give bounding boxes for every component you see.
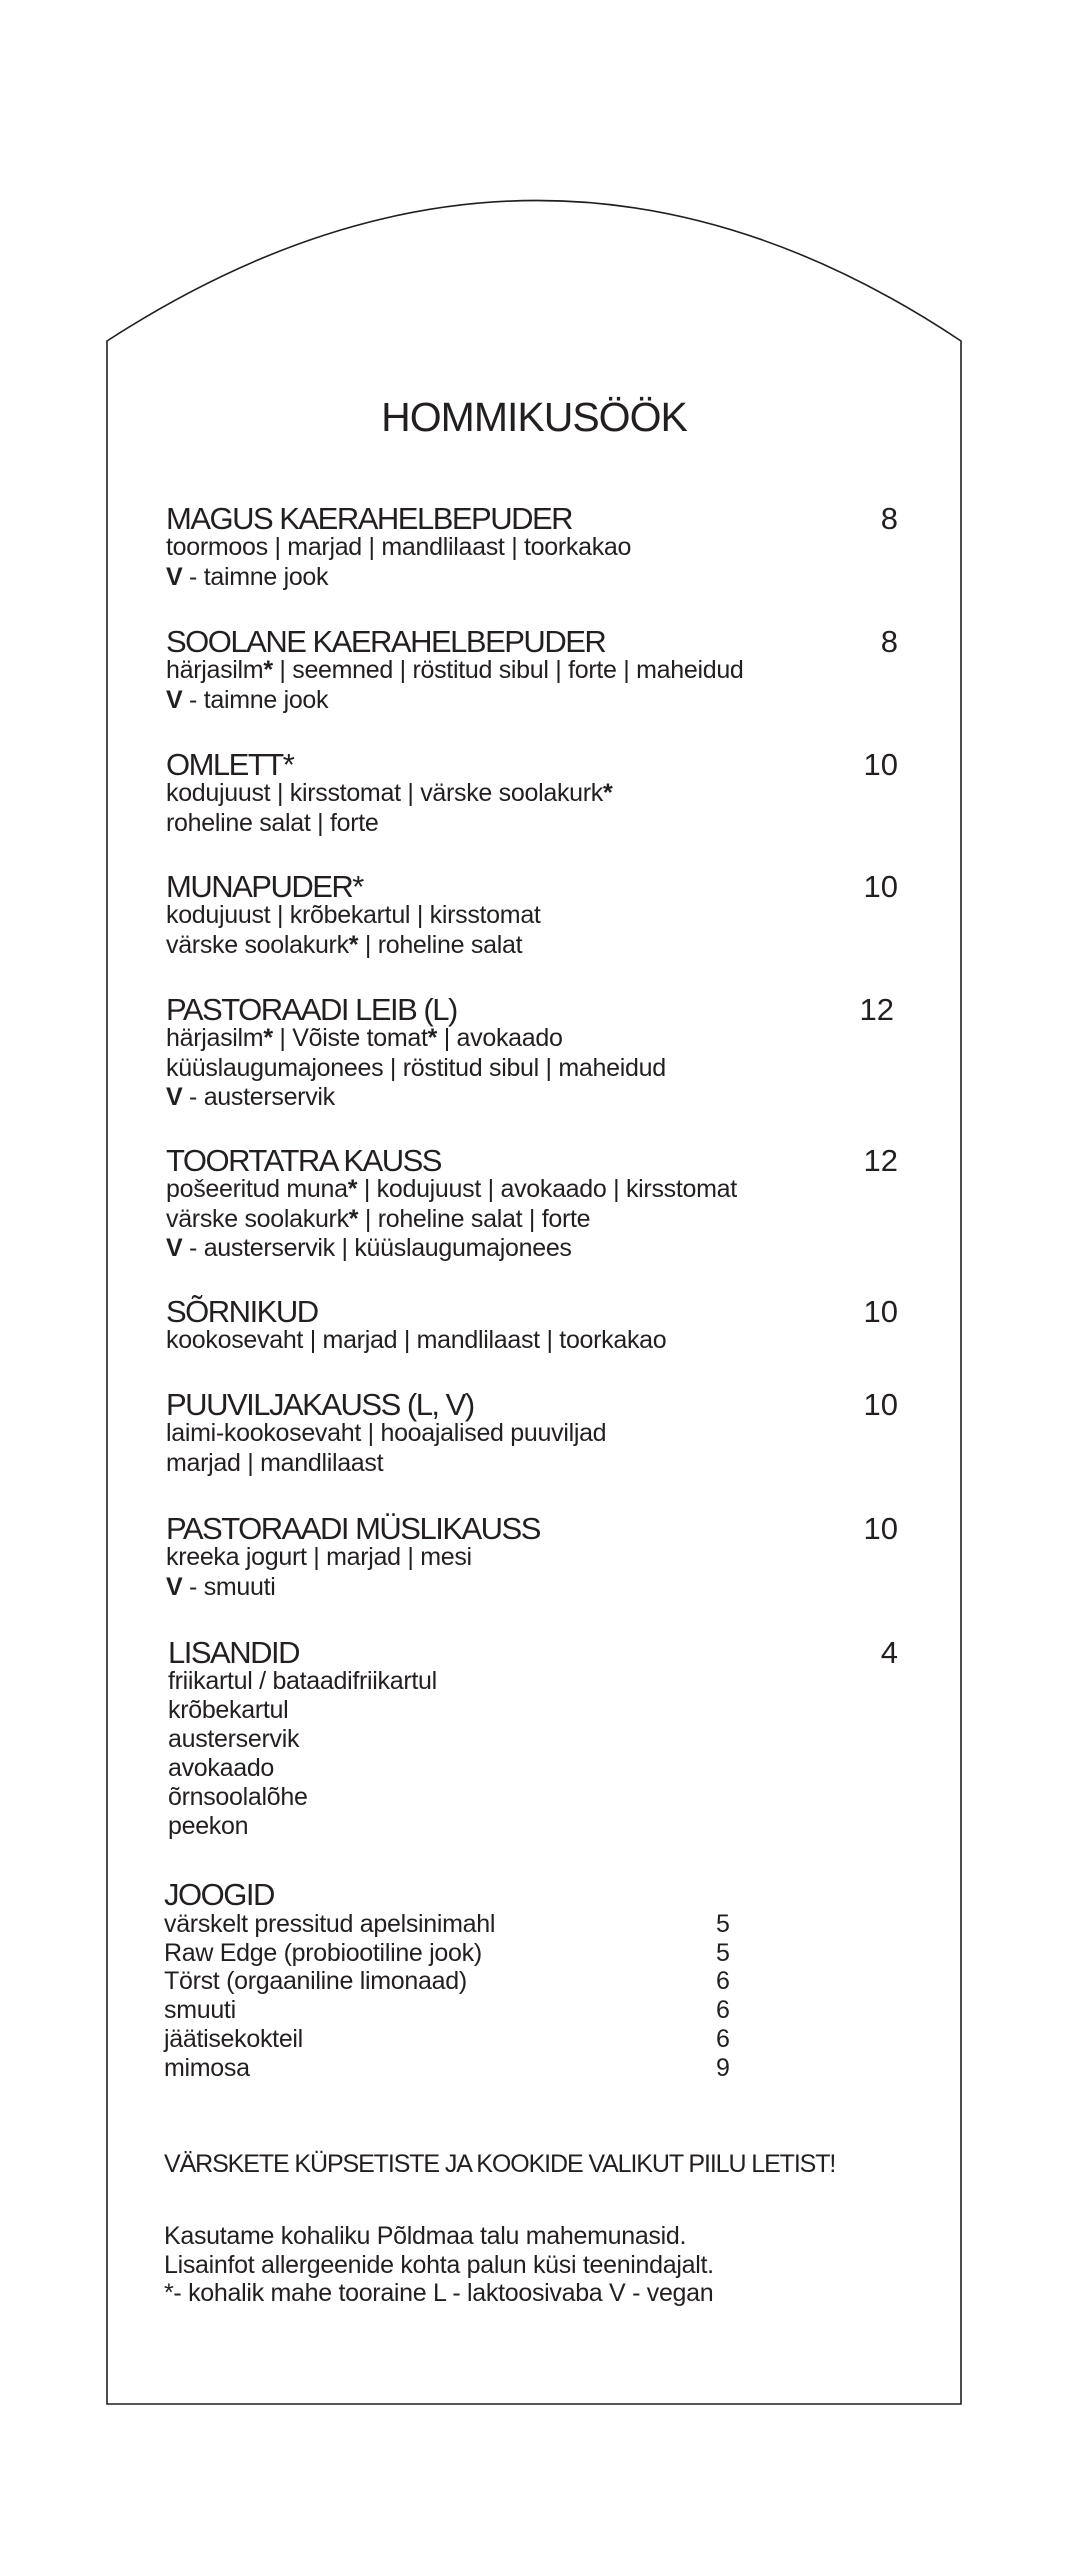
dish-price: 10 <box>863 747 898 782</box>
bold-marker: V <box>166 1572 183 1601</box>
bold-marker: * <box>347 1175 358 1203</box>
dish-price: 8 <box>880 624 898 659</box>
menu-title: HOMMIKUSÖÖK <box>381 394 687 440</box>
dish-description <box>166 1326 666 1356</box>
addons-title: LISANDID <box>168 1635 299 1670</box>
dish-description <box>166 779 612 838</box>
description-line <box>166 809 612 839</box>
dish-name: PASTORAADI MÜSLIKAUSS <box>166 1511 540 1546</box>
bold-marker: * <box>348 930 359 959</box>
description-text: | roheline salat <box>358 930 523 959</box>
dish-name: PASTORAADI LEIB (L) <box>166 992 457 1027</box>
description-line <box>166 931 541 961</box>
description-line <box>166 1449 606 1479</box>
dish-price: 10 <box>863 1294 898 1329</box>
addon-item: austerservik <box>168 1725 300 1753</box>
description-text: marjad | mandlilaast <box>166 1448 384 1477</box>
bold-marker: V <box>166 562 183 591</box>
dish-name: PUUVILJAKAUSS (L, V) <box>166 1387 474 1422</box>
dish-price: 10 <box>863 869 898 904</box>
description-text: - taimne jook <box>182 685 329 714</box>
drink-price: 6 <box>716 1996 730 2025</box>
description-text: - smuuti <box>182 1572 276 1601</box>
footer-notes <box>164 2222 714 2308</box>
dish-price: 10 <box>863 1511 898 1546</box>
footer-line: Lisainfot allergeenide kohta palun küsi teenindajalt. <box>164 2250 714 2279</box>
description-line <box>166 1175 737 1205</box>
dish-name: OMLETT* <box>166 747 294 782</box>
drink-name: smuuti <box>164 1996 236 2025</box>
description-line <box>166 1054 666 1084</box>
dish-name: SÕRNIKUD <box>166 1294 318 1329</box>
bold-marker: * <box>263 656 273 684</box>
dish-name: MAGUS KAERAHELBEPUDER <box>166 501 573 536</box>
description-line <box>166 1326 666 1356</box>
dish-name: SOOLANE KAERAHELBEPUDER <box>166 624 606 659</box>
description-text: härjasilm <box>166 656 264 684</box>
footer-line: Kasutame kohaliku Põldmaa talu mahemunasid. <box>164 2222 687 2250</box>
description-line <box>166 1543 472 1573</box>
description-line <box>166 656 744 686</box>
dish-description <box>166 533 631 592</box>
drink-price: 5 <box>716 1938 730 1967</box>
description-text: | kodujuust | avokaado | kirsstomat <box>357 1175 737 1203</box>
description-text: pošeeritud muna <box>166 1175 348 1203</box>
dish-price: 12 <box>859 992 894 1027</box>
description-line <box>166 1419 606 1449</box>
dish-description <box>166 656 744 715</box>
dish-description <box>166 1543 472 1602</box>
bold-marker: V <box>166 1234 183 1262</box>
bold-marker: * <box>427 1024 438 1052</box>
bold-marker: * <box>263 1024 273 1052</box>
addons-price: 4 <box>880 1635 898 1670</box>
dish-name: TOORTATRA KAUSS <box>166 1143 441 1178</box>
addon-item: krõbekartul <box>168 1696 289 1724</box>
drink-name: värskelt pressitud apelsinimahl <box>164 1910 496 1938</box>
drink-name: mimosa <box>164 2053 250 2082</box>
description-line <box>166 1205 737 1235</box>
dish-description <box>166 901 541 960</box>
description-line <box>166 1573 472 1603</box>
description-line <box>166 533 631 563</box>
description-text: värske soolakurk <box>166 930 349 959</box>
description-text: kreeka jogurt | marjad | mesi <box>166 1543 472 1571</box>
description-text: | roheline salat | forte <box>358 1204 591 1233</box>
description-line <box>166 686 744 716</box>
dish-name: MUNAPUDER* <box>166 869 363 904</box>
description-text: kodujuust | krõbekartul | kirsstomat <box>166 901 541 929</box>
drinks-title: JOOGID <box>164 1877 274 1912</box>
description-text: | avokaado <box>437 1024 563 1052</box>
drink-name: Raw Edge (probiootiline jook) <box>164 1938 482 1967</box>
dish-price: 10 <box>863 1387 898 1422</box>
footer-line: *- kohalik mahe tooraine L - laktoosivaba V - vegan <box>164 2279 714 2307</box>
description-text: - taimne jook <box>182 562 329 591</box>
description-line <box>166 1024 666 1054</box>
description-text: | Võiste tomat <box>272 1024 428 1052</box>
bold-marker: V <box>166 1083 183 1111</box>
bold-marker: * <box>348 1204 359 1233</box>
addon-item: friikartul / bataadifriikartul <box>168 1667 437 1695</box>
description-line <box>166 1234 737 1264</box>
bold-marker: * <box>602 779 613 807</box>
addons-list <box>168 1667 437 1841</box>
description-text: küüslaugumajonees | röstitud sibul | maheidud <box>166 1053 666 1082</box>
addon-item: õrnsoolalõhe <box>168 1783 308 1811</box>
addon-item: peekon <box>168 1812 249 1840</box>
dish-description <box>166 1024 666 1113</box>
drink-name: Törst (orgaaniline limonaad) <box>164 1967 467 1996</box>
dish-description <box>166 1419 606 1478</box>
drink-name: jäätisekokteil <box>164 2024 303 2053</box>
description-text: | seemned | röstitud sibul | forte | maheidud <box>272 656 744 684</box>
drink-price: 6 <box>716 2024 730 2053</box>
description-line <box>166 1083 666 1113</box>
description-text: toormoos | marjad | mandlilaast | toorkakao <box>166 533 632 561</box>
bold-marker: V <box>166 685 183 714</box>
description-line <box>166 901 541 931</box>
drink-price: 6 <box>716 1967 730 1996</box>
dish-price: 12 <box>863 1143 898 1178</box>
addon-item: avokaado <box>168 1754 275 1782</box>
description-line <box>166 563 631 593</box>
dish-price: 8 <box>880 501 898 536</box>
drink-price: 9 <box>716 2053 730 2082</box>
description-text: värske soolakurk <box>166 1204 349 1233</box>
pastry-notice: VÄRSKETE KÜPSETISTE JA KOOKIDE VALIKUT PIILU LETIST! <box>164 2150 836 2178</box>
dish-description <box>166 1175 737 1264</box>
description-text: laimi-kookosevaht | hooajalised puuviljad <box>166 1419 607 1447</box>
description-line <box>166 779 612 809</box>
drink-price: 5 <box>716 1910 730 1938</box>
description-text: - austerservik <box>182 1083 335 1111</box>
description-text: - austerservik | küüslaugumajonees <box>182 1234 572 1262</box>
description-text: kookosevaht | marjad | mandlilaast | toorkakao <box>166 1326 667 1354</box>
description-text: kodujuust | kirsstomat | värske soolakurk <box>166 779 603 807</box>
description-text: härjasilm <box>166 1024 264 1052</box>
description-text: roheline salat | forte <box>166 808 379 837</box>
